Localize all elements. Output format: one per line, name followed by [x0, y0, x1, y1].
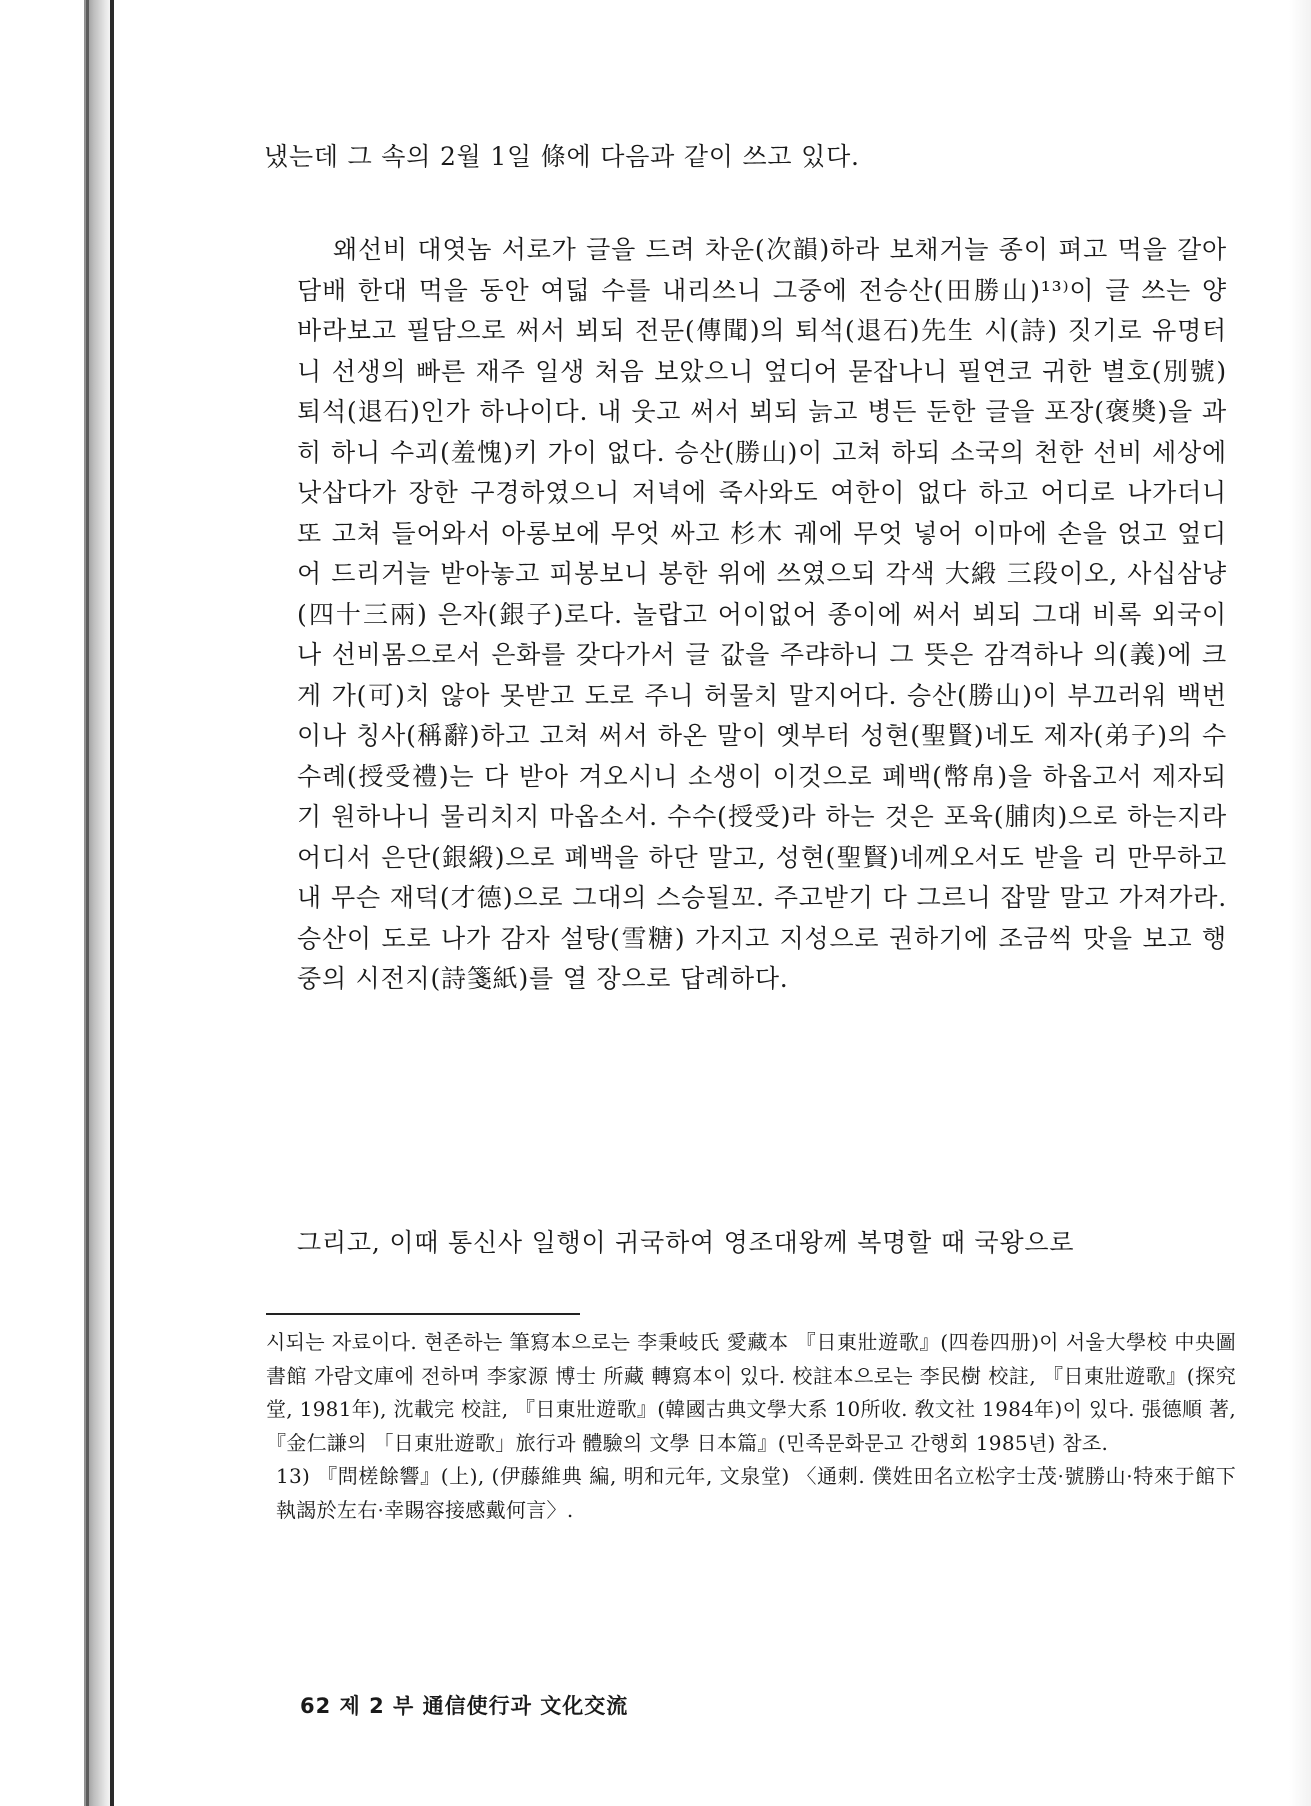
footnotes [266, 1326, 1236, 1527]
intro-sentence: 냈는데 그 속의 2월 1일 條에 다음과 같이 쓰고 있다. [264, 142, 860, 171]
page-right-edge [1289, 0, 1311, 1806]
page-left-edge [110, 0, 114, 1806]
footnote-continued: 시되는 자료이다. 현존하는 筆寫本으로는 李秉岐氏 愛藏本 『日東壯遊歌』(四卷四册)이 서울大學校 中央圖書館 가람文庫에 전하며 李家源 博士 所藏 轉寫本이 있다. 校註本으로는 李民樹 校註, 『日東壯遊歌』(探究堂, 1981年), 沈載完 校註, 『日東壯遊歌』(韓國古典文學大系 10所收. 敎文社 1984年)이 있다. 張德順 著, 『金仁謙의 「日東壯遊歌」旅行과 體驗의 文學 日本篇』(민족문화문고 간행회 1985년) 참조. [266, 1330, 1236, 1455]
page-footer: 62 제 2 부 通信使行과 文化交流 [300, 1694, 629, 1718]
book-spine-edge [86, 0, 89, 1806]
following-paragraph: 그리고, 이때 통신사 일행이 귀국하여 영조대왕께 복명할 때 국왕으로 [297, 1228, 1075, 1257]
footnote-divider [266, 1313, 580, 1315]
footnote-13: 13) 『問槎餘響』(上), (伊藤維典 編, 明和元年, 文泉堂) 〈通刺. 僕姓田名立松字士茂·號勝山·特來于館下執謁於左右·幸賜容接感戴何言〉. [276, 1464, 1236, 1522]
quoted-passage-text: 왜선비 대엿놈 서로가 글을 드려 차운(次韻)하라 보채거늘 종이 펴고 먹을 갈아 담배 한대 먹을 동안 여덟 수를 내리쓰니 그중에 전승산(田勝山)¹³⁾이 글 쓰는 양 바라보고 필담으로 써서 뵈되 전문(傳聞)의 퇴석(退石)先生 시(詩) 짓기로 유명터니 선생의 빠른 재주 일생 처음 보았으니 엎디어 묻잡나니 필연코 귀한 별호(別號) 퇴석(退石)인가 하나이다. 내 웃고 써서 뵈되 늙고 병든 둔한 글을 포장(褒奬)을 과히 하니 수괴(羞愧)키 가이 없다. 승산(勝山)이 고쳐 하되 소국의 천한 선비 세상에 낫삽다가 장한 구경하였으니 저녁에 죽사와도 여한이 없다 하고 어디로 나가더니 또 고쳐 들어와서 아롱보에 무엇 싸고 杉木 궤에 무엇 넣어 이마에 손을 얹고 엎디어 드리거늘 받아놓고 피봉보니 봉한 위에 쓰였으되 각색 大緞 三段이오, 사십삼냥(四十三兩) 은자(銀子)로다. 놀랍고 어이없어 종이에 써서 뵈되 그대 비록 외국이나 선비몸으로서 은화를 갖다가서 글 값을 주랴하니 그 뜻은 감격하나 의(義)에 크게 가(可)치 않아 못받고 도로 주니 허물치 말지어다. 승산(勝山)이 부끄러워 백번이나 칭사(稱辭)하고 고쳐 써서 하온 말이 옛부터 성현(聖賢)네도 제자(弟子)의 수수례(授受禮)는 다 받아 겨오시니 소생이 이것으로 폐백(幣帛)을 하옵고서 제자되기 원하나니 물리치지 마옵소서. 수수(授受)라 하는 것은 포육(脯肉)으로 하는지라 어디서 은단(銀緞)으로 폐백을 하단 말고, 성현(聖賢)네께오서도 받을 리 만무하고 내 무슨 재덕(才德)으로 그대의 스승될꼬. 주고받기 다 그르니 잡말 말고 가져가라. 승산이 도로 나가 감자 설탕(雪糖) 가지고 지성으로 권하기에 조금씩 맛을 보고 행중의 시전지(詩箋紙)를 열 장으로 답례하다. [297, 235, 1227, 993]
quoted-passage [297, 230, 1227, 1000]
